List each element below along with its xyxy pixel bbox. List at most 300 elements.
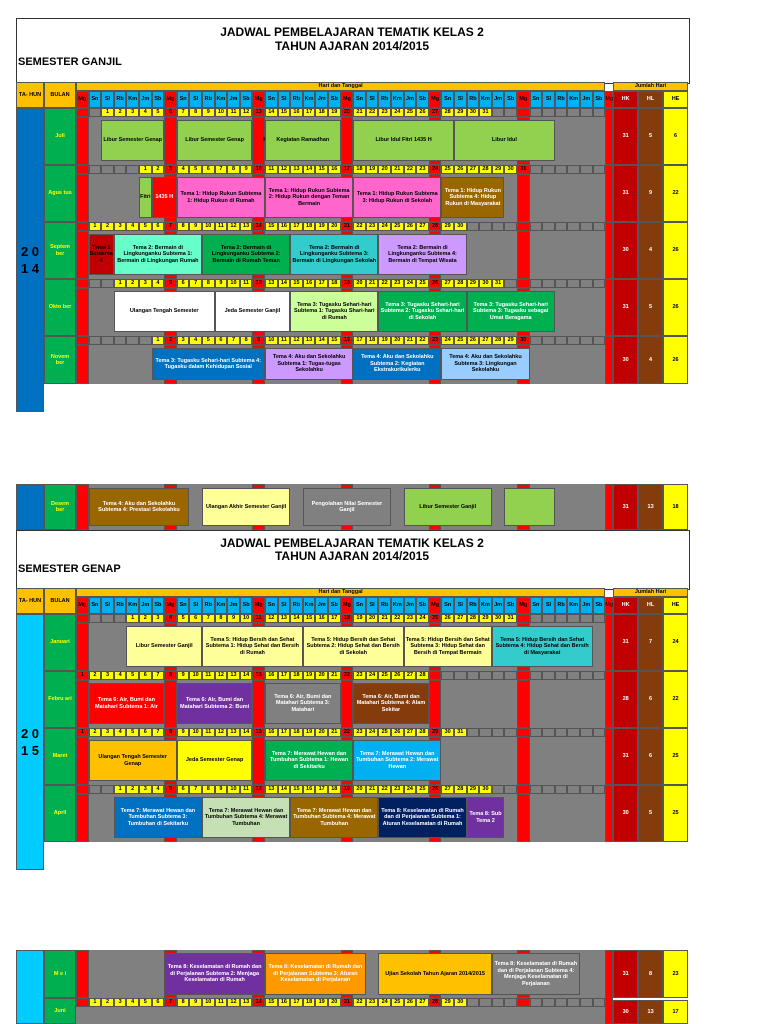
day-header: Sl [101,91,114,108]
date-cell: 18 [303,998,316,1007]
day-header: Sb [328,597,341,614]
date-cell: 16 [265,728,278,737]
date-cell: 30 [479,785,492,794]
schedule-block: Tema 6: Air, Bumi dan Matahari Subtema 3: Matahari [265,683,341,724]
day-header: Sb [593,91,606,108]
day-header: Sn [353,597,366,614]
extra-mg [605,279,613,336]
date-cell [114,614,127,623]
date-cell: 27 [416,998,429,1007]
day-header: Sl [366,91,379,108]
date-cell [542,222,555,231]
day-header: Sl [542,597,555,614]
date-cell: 28 [479,165,492,174]
date-cell [555,279,568,288]
day-header: Sb [240,91,253,108]
date-cell: 20 [366,614,379,623]
date-cell [530,998,543,1007]
date-cell: 12 [240,108,253,117]
date-cell: 3 [114,998,127,1007]
he-value: 6 [663,108,688,165]
date-cell [467,998,480,1007]
date-cell [76,222,89,231]
date-cell: 13 [265,785,278,794]
date-cell [580,671,593,680]
sunday-strip [76,345,89,384]
date-cell [555,165,568,174]
date-cell: 8 [177,222,190,231]
date-cell: 17 [290,998,303,1007]
date-cell [567,222,580,231]
schedule-block: Tema 3: Tugasku Sehari-hari Subtema 4: Tugasku dalam Kehidupan Sosial [152,348,265,380]
day-header: Mg [429,597,442,614]
day-header: Sb [504,597,517,614]
header-he: HE [663,597,688,614]
date-cell: 19 [303,671,316,680]
date-cell: 30 [517,336,530,345]
date-cell: 18 [328,279,341,288]
date-cell: 11 [265,165,278,174]
header-hl: HL [638,91,663,108]
schedule-block: Tema 1 Subtema 4 [89,234,114,275]
date-cell [517,108,530,117]
date-cell: 13 [265,279,278,288]
hl-value: 7 [638,614,663,671]
date-cell: 19 [366,165,379,174]
date-cell: 21 [341,998,354,1007]
hl-value: 4 [638,222,663,279]
date-cell: 3 [152,614,165,623]
date-cell [76,336,89,345]
date-cell [89,614,102,623]
date-cell [555,728,568,737]
date-cell: 28 [429,998,442,1007]
sunday-strip [164,680,177,728]
date-cell [567,998,580,1007]
day-header: Km [303,597,316,614]
date-cell: 29 [479,614,492,623]
date-cell [89,108,102,117]
date-cell: 1 [101,108,114,117]
date-cell: 1 [152,336,165,345]
schedule-block: Tema 1: Hidup Rukun Subtema 2: Hidup Rukun dengan Teman Bermain [265,177,353,218]
date-cell: 12 [227,998,240,1007]
date-cell: 12 [265,614,278,623]
day-header: Mg [252,91,265,108]
date-cell: 11 [227,108,240,117]
date-cell: 18 [328,785,341,794]
date-cell [504,279,517,288]
schedule-block: Tema 6: Air, Bumi dan Matahari Subtema 2: Bumi [177,683,253,724]
date-cell [530,785,543,794]
date-cell: 4 [177,165,190,174]
day-header: Sb [240,597,253,614]
date-cell [555,336,568,345]
date-cell: 10 [252,165,265,174]
date-cell: 5 [164,785,177,794]
schedule-block: Tema 8: Keselamatan di Rumah dan di Perjalanan Subtema 3: Aturan Keselamatan di Perjalanan [265,953,366,995]
date-cell: 27 [479,336,492,345]
header-mg-extra: Mg [605,91,613,108]
date-cell: 22 [416,336,429,345]
date-cell: 13 [290,165,303,174]
date-cell: 14 [240,728,253,737]
day-header: Jm [404,597,417,614]
date-cell: 29 [454,108,467,117]
hl-value: 6 [638,671,663,728]
date-cell [593,998,606,1007]
day-header: Sn [441,597,454,614]
date-cell [542,108,555,117]
date-cell: 28 [429,222,442,231]
date-cell [593,336,606,345]
date-cell: 8 [164,671,177,680]
header-bulan: BULAN [44,588,76,614]
date-cell: 8 [240,336,253,345]
day-header: Sn [353,91,366,108]
date-cell: 7 [215,165,228,174]
date-cell: 25 [391,998,404,1007]
date-cell [76,998,89,1007]
date-cell: 1 [89,998,102,1007]
date-cell [76,614,89,623]
date-cell: 7 [177,108,190,117]
month-label: April [44,785,76,842]
date-cell: 8 [227,165,240,174]
date-cell: 1 [114,279,127,288]
date-cell [492,671,505,680]
he-value: 26 [663,279,688,336]
date-cell: 22 [353,998,366,1007]
date-cell: 6 [139,728,152,737]
date-cell: 2 [139,614,152,623]
date-cell [126,165,139,174]
date-cell: 18 [366,336,379,345]
schedule-block: Ulangan Tengah Semester [114,291,215,332]
schedule-block: Tema 8: Keselamatan di Rumah dan di Perjalanan Subtema 2: Menjaga Keselamatan di Rumah [164,953,265,995]
date-cell [479,222,492,231]
day-header: Sb [152,91,165,108]
schedule-block: Tema 7: Merawat Hewan dan Tumbuhan Subtema 4: Merawat Tumbuhan [290,797,378,838]
date-cell: 27 [441,279,454,288]
hk-value: 30 [613,222,638,279]
date-cell: 26 [416,108,429,117]
date-cell [89,165,102,174]
date-cell: 6 [177,785,190,794]
date-cell: 11 [215,222,228,231]
date-cell [530,336,543,345]
date-cell: 7 [152,728,165,737]
schedule-grid-mei [16,950,688,1024]
schedule-block: Fitri [139,177,152,218]
day-header: Mg [252,597,265,614]
year-label-cont [16,484,44,530]
date-cell: 22 [378,279,391,288]
schedule-block: Tema 1: Hidup Rukun Subtema 1: Hidup Rukun di Rumah [177,177,265,218]
date-cell [517,279,530,288]
date-cell: 14 [265,108,278,117]
date-cell: 19 [378,336,391,345]
day-header: Sb [593,597,606,614]
date-cell: 15 [290,279,303,288]
date-cell: 11 [240,279,253,288]
date-cell [101,165,114,174]
date-cell: 20 [328,998,341,1007]
date-cell: 14 [252,998,265,1007]
date-cell: 30 [479,279,492,288]
date-cell: 11 [240,785,253,794]
date-cell: 25 [391,222,404,231]
date-cell: 25 [378,671,391,680]
extra-mg [605,165,613,222]
date-cell: 6 [152,222,165,231]
date-cell [89,785,102,794]
header-hari-tanggal: Hari dan Tanggal [76,588,605,597]
schedule-block-extra [504,488,554,526]
schedule-block: Tema 2: Bermain di Lingkunganku Subtema 1: Bermain di Lingkungan Rumah [114,234,202,275]
date-cell: 21 [378,614,391,623]
date-cell: 3 [139,785,152,794]
date-cell: 16 [290,108,303,117]
date-cell: 23 [353,671,366,680]
date-cell: 23 [391,279,404,288]
date-cell [580,785,593,794]
date-cell [580,728,593,737]
date-cell: 20 [353,279,366,288]
schedule-block: Tema 7: Merawat Hewan dan Tumbuhan Subtema 1: Hewan di Sekitarku [265,740,353,781]
date-cell: 23 [378,108,391,117]
date-cell [126,336,139,345]
date-cell: 6 [202,165,215,174]
date-cell: 11 [202,728,215,737]
date-cell: 1 [139,165,152,174]
day-header: Jm [227,91,240,108]
schedule-block: Tema 6: Air, Bumi dan Matahari Subtema 4: Alam Sekitar [353,683,429,724]
date-cell: 30 [467,108,480,117]
schedule-block: Tema 2: Bermain di Lingkunganku Subtema 3: Bermain di Lingkungan Sekolah [290,234,378,275]
date-cell: 9 [215,279,228,288]
date-cell: 8 [215,614,228,623]
date-cell [567,671,580,680]
date-cell [101,336,114,345]
date-cell: 5 [177,614,190,623]
he-value: 25 [663,785,688,842]
date-cell: 11 [202,671,215,680]
date-cell: 18 [290,671,303,680]
date-cell: 15 [265,998,278,1007]
date-cell: 16 [315,614,328,623]
sunday-strip [76,117,89,165]
date-cell [517,728,530,737]
day-header: Sn [265,597,278,614]
date-cell: 13 [278,614,291,623]
date-cell: 16 [278,998,291,1007]
sunday-strip [76,231,89,279]
he-value: 23 [663,950,688,998]
date-cell: 9 [177,671,190,680]
date-cell: 22 [353,222,366,231]
date-cell [467,671,480,680]
he-value: 24 [663,614,688,671]
date-cell: 4 [189,336,202,345]
day-header: Sl [542,91,555,108]
schedule-block: Tema 2: Bermain di Lingkunganku Subtema 2: Bermain di Rumah Teman [202,234,290,275]
title-line2-genap: TAHUN AJARAN 2014/2015 [274,549,430,563]
schedule-block: Tema 2: Bermain di Lingkunganku Subtema 4: Bermain di Tempat Wisata [378,234,466,275]
date-cell: 29 [429,728,442,737]
date-cell: 23 [391,785,404,794]
sunday-strip [76,737,89,785]
date-cell: 27 [467,165,480,174]
day-header: Sb [152,597,165,614]
date-cell [567,108,580,117]
date-cell: 17 [278,671,291,680]
day-header: Sn [441,91,454,108]
schedule-block: Tema 4: Aku dan Sekolahku Subtema 3: Lingkungan Sekolahku [441,348,529,380]
date-cell: 7 [189,279,202,288]
date-cell: 20 [353,785,366,794]
extra-mg [605,484,613,530]
sunday-strip [252,737,265,785]
date-cell: 9 [240,165,253,174]
hl-value: 9 [638,165,663,222]
date-cell [542,614,555,623]
date-cell: 12 [290,336,303,345]
hl-value: 4 [638,336,663,384]
date-cell: 23 [416,165,429,174]
month-label: Desem ber [44,484,76,530]
date-cell [530,108,543,117]
date-cell [492,728,505,737]
date-cell: 10 [215,108,228,117]
hk-value: 31 [613,728,638,785]
date-cell: 19 [341,279,354,288]
date-cell: 21 [328,728,341,737]
month-label: Juni [44,998,76,1024]
date-cell: 15 [278,108,291,117]
schedule-block: Libur Idul Fitri 1435 H [353,120,454,161]
date-cell: 12 [227,222,240,231]
day-header: Sb [416,91,429,108]
date-cell [429,671,442,680]
schedule-block: Tema 1: Hidup Rukun Subtema 4: Hidup Rukun di Masyarakat [441,177,504,218]
schedule-block: Tema 3: Tugasku Sehari-hari Subtema 1: Tugasku Shari-hari di Rumah [290,291,378,332]
extra-mg [605,671,613,728]
date-cell: 26 [454,165,467,174]
date-cell: 9 [215,785,228,794]
date-cell: 3 [126,108,139,117]
date-cell [593,108,606,117]
date-cell: 14 [290,614,303,623]
schedule-block: Libur Idul [454,120,555,161]
date-cell: 8 [177,998,190,1007]
date-cell: 7 [189,785,202,794]
date-cell: 30 [454,222,467,231]
day-header: Jm [580,91,593,108]
schedule-block: Ulangan Akhir Semester Ganjil [202,488,290,526]
date-cell [89,279,102,288]
date-cell: 25 [378,728,391,737]
date-cell: 2 [126,785,139,794]
month-label: Septem ber [44,222,76,279]
date-cell: 17 [290,222,303,231]
day-header: Sl [101,597,114,614]
day-header: Sb [416,597,429,614]
date-cell: 7 [164,222,177,231]
date-cell: 16 [278,222,291,231]
date-cell: 24 [404,279,417,288]
date-cell: 26 [391,728,404,737]
day-header: Sl [454,91,467,108]
date-cell: 2 [164,336,177,345]
date-cell: 30 [492,614,505,623]
extra-mg [605,728,613,785]
sunday-strip [76,484,89,530]
date-cell: 6 [139,671,152,680]
date-cell: 2 [89,728,102,737]
date-cell: 27 [441,785,454,794]
date-cell [492,222,505,231]
date-cell: 24 [429,165,442,174]
date-cell [567,165,580,174]
date-cell: 17 [315,785,328,794]
header-tahun: TA- HUN [16,588,44,614]
date-cell: 31 [492,279,505,288]
date-cell: 29 [441,222,454,231]
date-cell: 27 [454,614,467,623]
year-label: 2 0 1 4 [16,108,44,412]
header-tahun: TA- HUN [16,82,44,108]
date-cell: 14 [315,336,328,345]
date-cell: 28 [454,279,467,288]
schedule-block: Tema 7: Merawat Hewan dan Tumbuhan Subtema 2: Merawat Hewan [353,740,441,781]
date-cell: 12 [252,279,265,288]
day-header: Sn [89,597,102,614]
date-cell: 24 [378,222,391,231]
header-he: HE [663,91,688,108]
date-cell: 27 [404,728,417,737]
date-cell: 28 [441,108,454,117]
day-header: Mg [341,597,354,614]
hk-value: 31 [613,108,638,165]
date-cell [567,728,580,737]
date-cell [593,222,606,231]
date-cell [580,279,593,288]
date-cell [89,336,102,345]
date-cell: 20 [378,165,391,174]
date-cell: 18 [290,728,303,737]
header-hk: HK [613,597,638,614]
date-cell [114,336,127,345]
date-cell: 16 [328,165,341,174]
date-cell [517,785,530,794]
hk-value: 28 [613,671,638,728]
date-cell: 6 [177,279,190,288]
day-header: Sn [89,91,102,108]
date-cell: 10 [227,279,240,288]
schedule-block: Tema 7: Merawat Hewan dan Tumbuhan Subtema 3: Tumbuhan di Sekitarku [114,797,202,838]
day-header: Sl [189,597,202,614]
schedule-block: Jeda Semester Ganjil [215,291,291,332]
date-cell [593,785,606,794]
date-cell: 28 [467,614,480,623]
sunday-strip [341,117,354,165]
date-cell: 24 [366,671,379,680]
date-cell: 27 [404,671,417,680]
date-cell: 21 [366,279,379,288]
date-cell: 5 [164,279,177,288]
title-line2-ganjil: TAHUN AJARAN 2014/2015 [274,39,430,53]
